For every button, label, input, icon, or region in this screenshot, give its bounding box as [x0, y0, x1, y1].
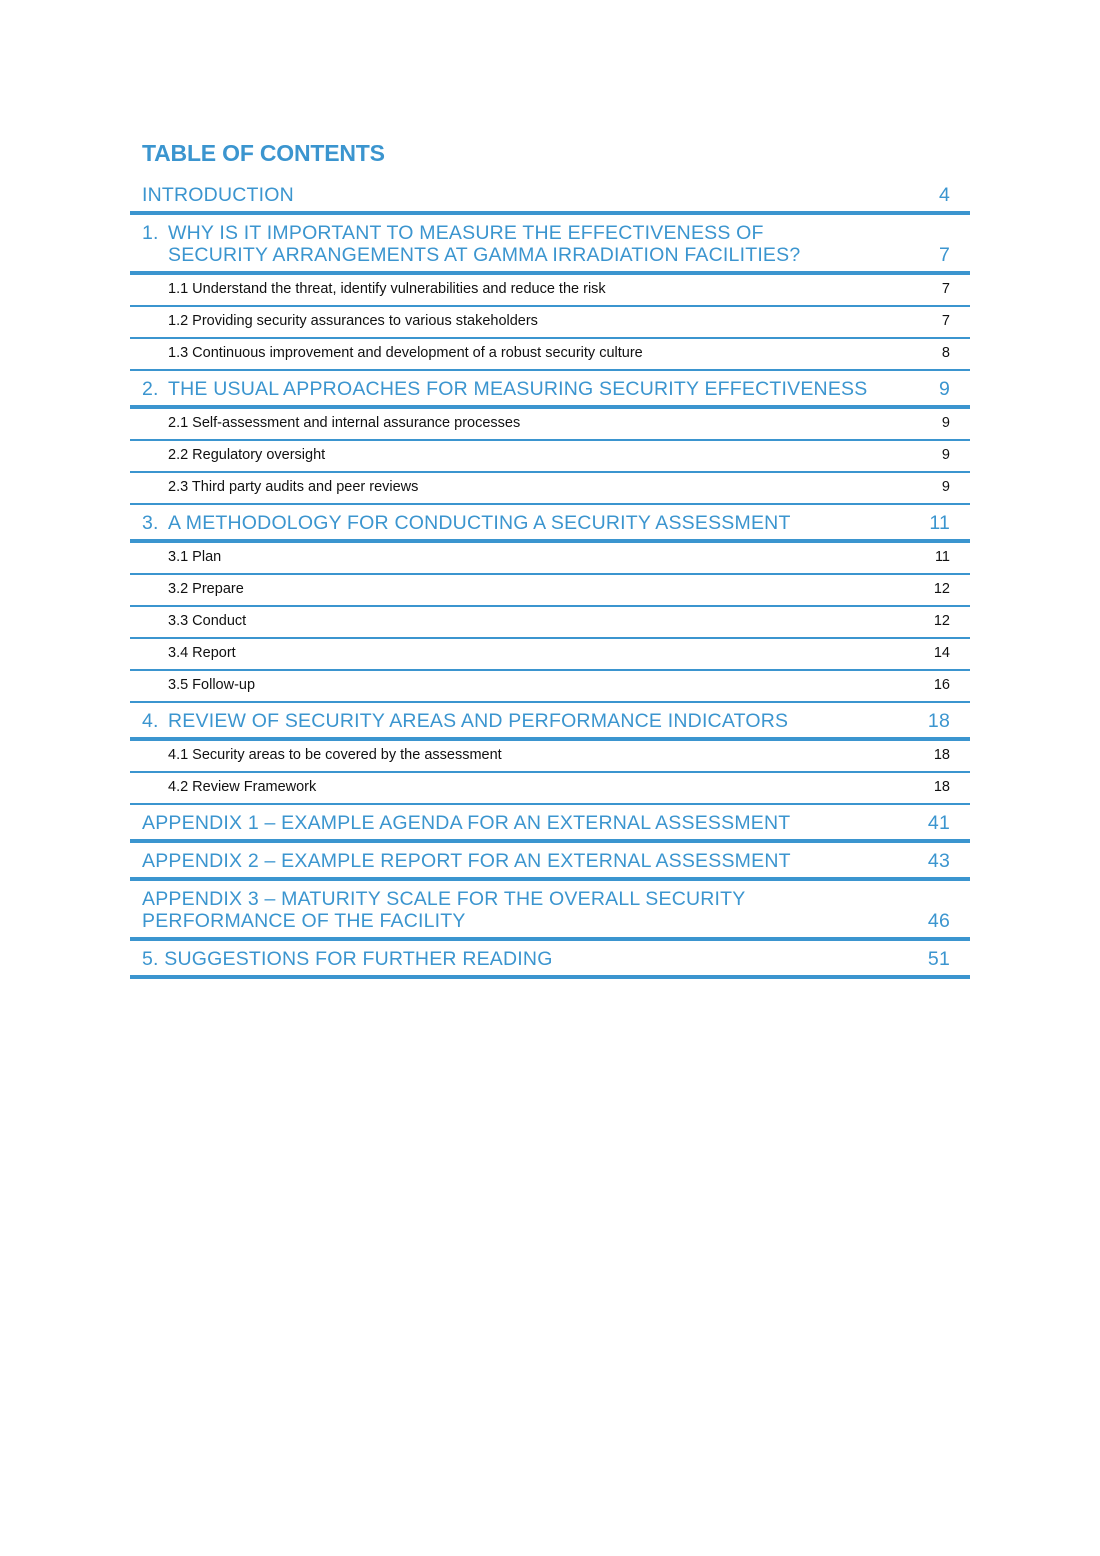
- toc-entry-appendix-1[interactable]: [130, 805, 970, 843]
- toc-section-number: 4.: [142, 710, 159, 732]
- toc-page-number: 8: [941, 345, 950, 361]
- toc-page-number: 7: [938, 244, 950, 266]
- toc-entry-label: 2.1 Self-assessment and internal assurance processes: [168, 415, 521, 431]
- toc-subentry-2-3[interactable]: [130, 473, 970, 505]
- toc-entry-label: 1.2 Providing security assurances to various stakeholders: [168, 313, 538, 329]
- toc-entry-label: 3.3 Conduct: [168, 613, 247, 629]
- toc-page-number: 41: [927, 812, 950, 834]
- toc-page-number: 11: [929, 512, 950, 534]
- toc-page-number: 14: [933, 645, 950, 661]
- toc-entry-section-2[interactable]: [130, 371, 970, 409]
- toc-entry-label: 4.1 Security areas to be covered by the assessment: [168, 747, 502, 763]
- toc-subentry-3-4[interactable]: [130, 639, 970, 671]
- toc-entry-section-3[interactable]: [130, 505, 970, 543]
- toc-page-number: 9: [941, 415, 950, 431]
- toc-section-number: 1.: [142, 222, 159, 244]
- toc-page-number: 46: [927, 910, 950, 932]
- toc-entry-label: 5. SUGGESTIONS FOR FURTHER READING: [142, 948, 553, 970]
- toc-entry-label: 2.3 Third party audits and peer reviews: [168, 479, 419, 495]
- toc-entry-label-line1: APPENDIX 3 – MATURITY SCALE FOR THE OVERALL SECURITY: [142, 888, 746, 910]
- toc-entry-label-line1: WHY IS IT IMPORTANT TO MEASURE THE EFFECTIVENESS OF: [168, 222, 764, 244]
- toc-entry-label: 3.1 Plan: [168, 549, 222, 565]
- toc-entry-label: 4.2 Review Framework: [168, 779, 317, 795]
- toc-page-number: 18: [927, 710, 950, 732]
- toc-page-number: 43: [927, 850, 950, 872]
- toc-page-number: 18: [933, 779, 950, 795]
- toc-subentry-3-3[interactable]: [130, 607, 970, 639]
- toc-entry-section-4[interactable]: [130, 703, 970, 741]
- toc-page-number: 11: [934, 549, 950, 565]
- toc-section-number: 3.: [142, 512, 159, 534]
- toc-page-number: 16: [933, 677, 950, 693]
- toc-subentry-4-2[interactable]: [130, 773, 970, 805]
- toc-page-number: 51: [927, 948, 950, 970]
- toc-entry-label: REVIEW OF SECURITY AREAS AND PERFORMANCE INDICATORS: [168, 710, 789, 732]
- toc-section-number: 2.: [142, 378, 159, 400]
- toc-entry-label: 3.5 Follow-up: [168, 677, 256, 693]
- toc-subentry-3-1[interactable]: [130, 543, 970, 575]
- toc-entry-label: 3.4 Report: [168, 645, 236, 661]
- table-of-contents: [130, 140, 970, 979]
- toc-page-number: 12: [933, 581, 950, 597]
- toc-entry-label: A METHODOLOGY FOR CONDUCTING A SECURITY ASSESSMENT: [168, 512, 791, 534]
- toc-subentry-4-1[interactable]: [130, 741, 970, 773]
- toc-subentry-1-1[interactable]: [130, 275, 970, 307]
- toc-page-number: 4: [938, 184, 950, 206]
- toc-subentry-2-1[interactable]: [130, 409, 970, 441]
- toc-subentry-1-2[interactable]: [130, 307, 970, 339]
- toc-subentry-2-2[interactable]: [130, 441, 970, 473]
- toc-entry-label: 3.2 Prepare: [168, 581, 244, 597]
- toc-subentry-3-5[interactable]: [130, 671, 970, 703]
- toc-entry-section-1[interactable]: [130, 215, 970, 275]
- toc-page-number: 12: [933, 613, 950, 629]
- toc-entry-label-line2: PERFORMANCE OF THE FACILITY: [142, 910, 466, 932]
- toc-entry-introduction[interactable]: [130, 177, 970, 215]
- toc-entry-appendix-2[interactable]: [130, 843, 970, 881]
- toc-entry-label: APPENDIX 2 – EXAMPLE REPORT FOR AN EXTERNAL ASSESSMENT: [142, 850, 791, 872]
- toc-page-number: 9: [938, 378, 950, 400]
- toc-entry-label-line2: SECURITY ARRANGEMENTS AT GAMMA IRRADIATION FACILITIES?: [168, 244, 801, 266]
- toc-entry-label: APPENDIX 1 – EXAMPLE AGENDA FOR AN EXTERNAL ASSESSMENT: [142, 812, 791, 834]
- toc-entry-label: 1.1 Understand the threat, identify vulnerabilities and reduce the risk: [168, 281, 606, 297]
- toc-page-number: 18: [933, 747, 950, 763]
- toc-subentry-3-2[interactable]: [130, 575, 970, 607]
- toc-entry-label: INTRODUCTION: [142, 184, 294, 206]
- toc-entry-appendix-3[interactable]: [130, 881, 970, 941]
- toc-entry-label: 2.2 Regulatory oversight: [168, 447, 326, 463]
- toc-entry-label: THE USUAL APPROACHES FOR MEASURING SECURITY EFFECTIVENESS: [168, 378, 868, 400]
- toc-entry-label: 1.3 Continuous improvement and development of a robust security culture: [168, 345, 643, 361]
- toc-page-number: 9: [941, 479, 950, 495]
- toc-entry-section-5[interactable]: [130, 941, 970, 979]
- toc-subentry-1-3[interactable]: [130, 339, 970, 371]
- toc-page-number: 9: [941, 447, 950, 463]
- toc-page-number: 7: [941, 313, 950, 329]
- toc-page-number: 7: [941, 281, 950, 297]
- page-title: TABLE OF CONTENTS: [142, 140, 385, 166]
